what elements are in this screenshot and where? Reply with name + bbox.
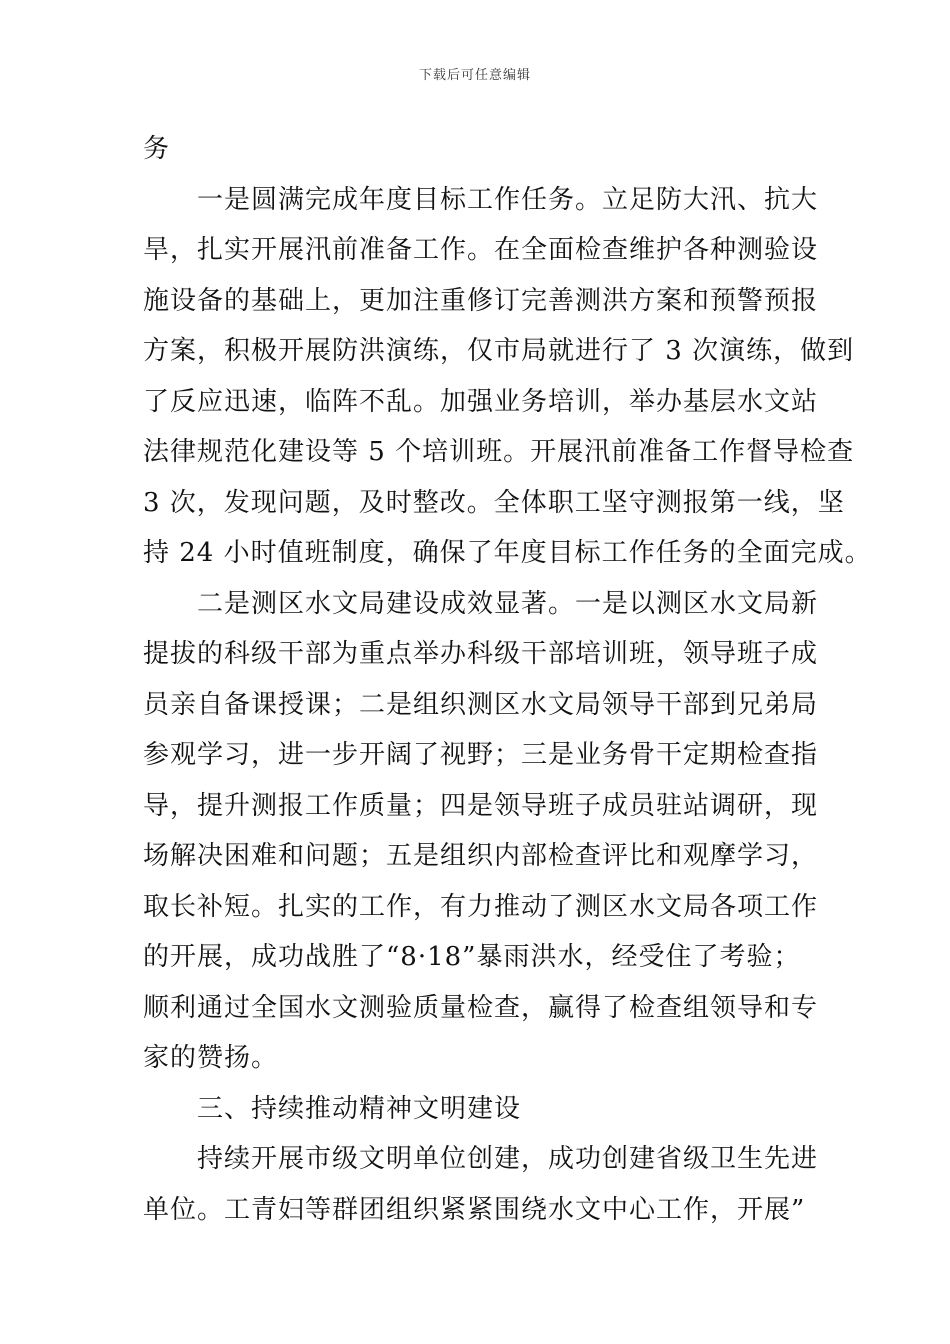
text-line: 持 24 小时值班制度，确保了年度目标工作任务的全面完成。 — [143, 538, 872, 568]
text-line: 法律规范化建设等 5 个培训班。开展汛前准备工作督导检查 — [143, 437, 855, 467]
text-line: 导，提升测报工作质量；四是领导班子成员驻站调研，现 — [143, 790, 819, 821]
text-line: 务 — [143, 134, 171, 164]
text-line: 取长补短。扎实的工作，有力推动了测区水文局各项工作 — [143, 891, 819, 922]
text-line: 方案，积极开展防洪演练，仅市局就进行了 3 次演练，做到 — [143, 336, 855, 366]
text-line: 顺利通过全国水文测验质量检查，赢得了检查组领导和专 — [143, 992, 819, 1023]
text-line: 单位。工青妇等群团组织紧紧围绕水文中心工作，开展” — [143, 1194, 806, 1225]
body-text — [143, 124, 872, 1235]
text-line: 家的赞扬。 — [143, 1043, 279, 1073]
text-line: 旱，扎实开展汛前准备工作。在全面检查维护各种测验设 — [143, 235, 819, 265]
text-line: 了反应迅速，临阵不乱。加强业务培训，举办基层水文站 — [143, 386, 819, 417]
text-line: 3 次，发现问题，及时整改。全体职工坚守测报第一线，坚 — [143, 487, 845, 518]
text-line: 持续开展市级文明单位创建，成功创建省级卫生先进 — [143, 1144, 819, 1174]
text-line: 三、持续推动精神文明建设 — [143, 1093, 522, 1124]
text-line: 员亲自备课授课；二是组织测区水文局领导干部到兄弟局 — [143, 689, 819, 720]
text-line: 施设备的基础上，更加注重修订完善测洪方案和预警预报 — [143, 285, 819, 316]
text-line: 一是圆满完成年度目标工作任务。立足防大汛、抗大 — [143, 184, 819, 215]
header-note: 下载后可任意编辑 — [418, 68, 531, 83]
text-line: 参观学习，进一步开阔了视野；三是业务骨干定期检查指 — [143, 740, 819, 770]
text-line: 二是测区水文局建设成效显著。一是以测区水文局新 — [143, 588, 819, 619]
text-line: 的开展，成功战胜了“8·18”暴雨洪水，经受住了考验； — [143, 942, 801, 972]
text-line: 提拔的科级干部为重点举办科级干部培训班，领导班子成 — [143, 639, 819, 669]
text-line: 场解决困难和问题；五是组织内部检查评比和观摩学习， — [143, 841, 819, 871]
